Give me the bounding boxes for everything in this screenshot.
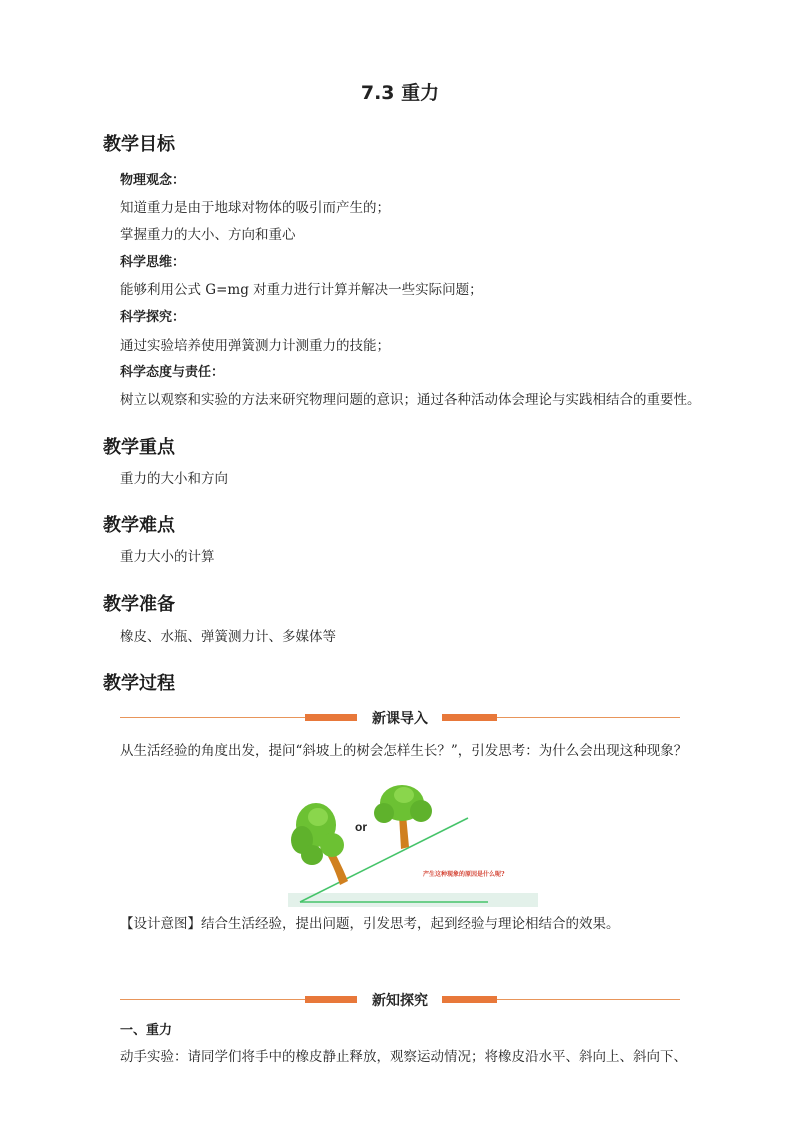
section-heading-process: 教学过程	[103, 669, 175, 695]
difficulties-text: 重力大小的计算	[120, 549, 215, 565]
section-heading-preparation: 教学准备	[103, 590, 175, 616]
design-intent: 【设计意图】结合生活经验，提出问题，引发思考，起到经验与理论相结合的效果。	[120, 916, 620, 932]
page-title: 7.3 重力	[360, 82, 440, 104]
objective-heading-scientific-inquiry: 科学探究：	[120, 310, 186, 325]
keypoints-text: 重力的大小和方向	[120, 471, 228, 487]
ground-shadow	[288, 893, 538, 907]
subheading-gravity: 一、重力	[120, 1023, 173, 1038]
experiment-text: 动手实验：请同学们将手中的橡皮静止释放，观察运动情况；将橡皮沿水平、斜向上、斜向下、	[120, 1049, 687, 1065]
divider-block	[442, 996, 497, 1003]
objective-heading-attitude: 科学态度与责任：	[120, 365, 225, 380]
figure-caption: 产生这种现象的原因是什么呢?	[423, 871, 505, 878]
objective-line: 掌握重力的大小、方向和重心	[120, 227, 296, 243]
divider-label: 新知探究	[372, 993, 428, 1009]
objective-line: 能够利用公式 G=mg 对重力进行计算并解决一些实际问题；	[120, 282, 483, 298]
section-heading-difficulties: 教学难点	[103, 511, 175, 537]
tree-tilted-icon	[291, 803, 348, 885]
divider-intro	[120, 708, 680, 728]
objective-heading-physics-concept: 物理观念：	[120, 173, 186, 188]
divider-label: 新课导入	[372, 711, 428, 727]
divider-block	[442, 714, 497, 721]
objective-heading-scientific-thinking: 科学思维：	[120, 255, 186, 270]
intro-question: 从生活经验的角度出发，提问“斜坡上的树会怎样生长？”，引发思考：为什么会出现这种现象？	[120, 743, 688, 759]
divider-line	[497, 999, 680, 1000]
tree-vertical-icon	[374, 785, 432, 849]
slope-tree-illustration	[288, 785, 538, 907]
objective-line: 树立以观察和实验的方法来研究物理问题的意识；通过各种活动体会理论与实践相结合的重要性。	[120, 392, 701, 408]
objective-line: 通过实验培养使用弹簧测力计测重力的技能；	[120, 338, 390, 354]
divider-line	[497, 717, 680, 718]
section-heading-keypoints: 教学重点	[103, 433, 175, 459]
section-heading-objectives: 教学目标	[103, 130, 175, 156]
preparation-text: 橡皮、水瓶、弹簧测力计、多媒体等	[120, 629, 336, 645]
divider-explore	[120, 990, 680, 1010]
or-text: or	[355, 820, 367, 834]
objective-line: 知道重力是由于地球对物体的吸引而产生的；	[120, 200, 390, 216]
